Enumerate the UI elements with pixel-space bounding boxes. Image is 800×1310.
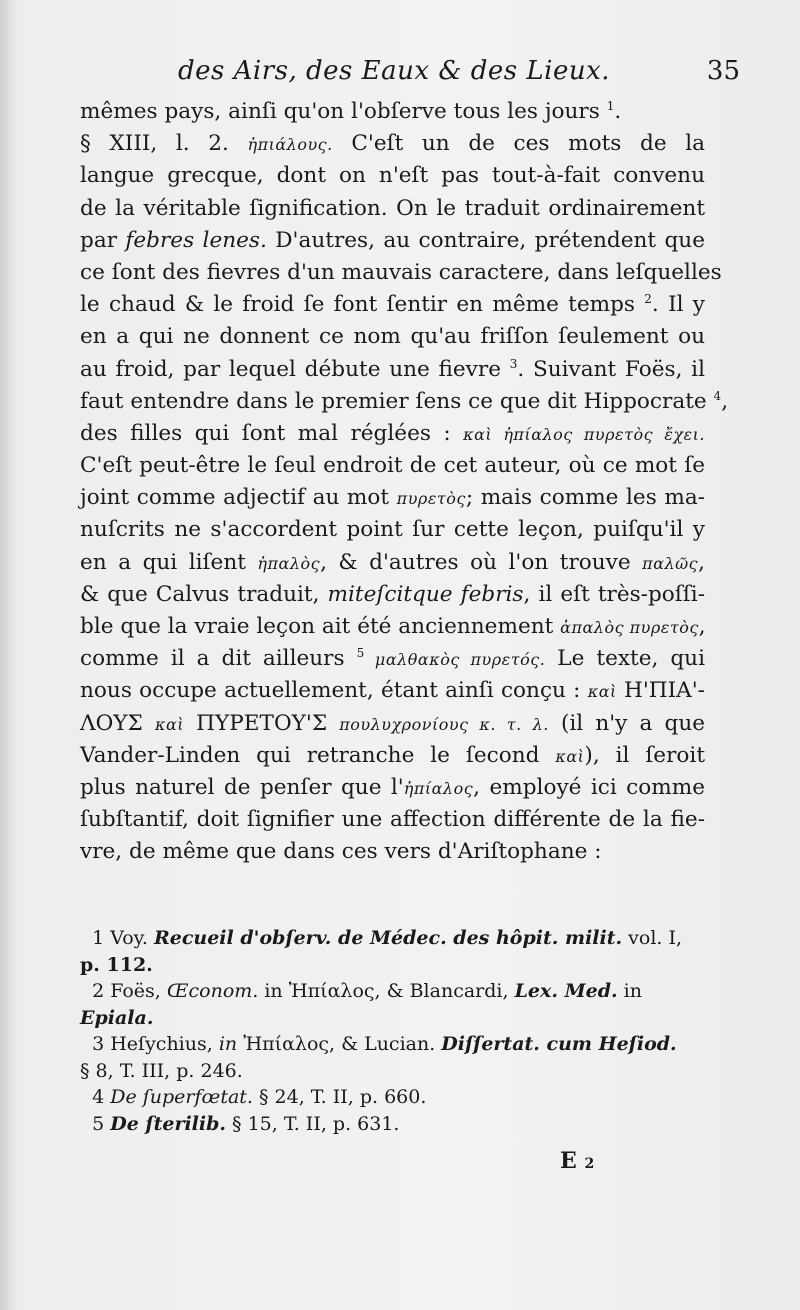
footnote: 3 Heſychius, in Ἠπίαλος, & Lucian. Diſſertat. cum Heſiod. xyxy=(92,1033,677,1055)
text-line: des filles qui ſont mal réglées : καὶ ἠπίαλος πυρετὸς ἔχει. xyxy=(80,420,705,446)
greek-word: ἠπιάλους. xyxy=(247,135,333,155)
footnote-ref: 3 xyxy=(509,356,518,371)
footnote-number: 1 xyxy=(92,927,105,949)
footnote-number: 2 xyxy=(92,980,105,1002)
greek-word: καὶ xyxy=(154,714,185,734)
greek-word: πυρετὸς xyxy=(396,489,466,509)
footnote-continuation: Epiala. xyxy=(80,1006,154,1029)
text-line: le chaud & le froid ſe font ſentir en même temps $^2$. Il y xyxy=(80,291,705,318)
text-line: ſubſtantif, doit ſignifier une affection différente de la fie- xyxy=(80,807,705,833)
text-line: vre, de même que dans ces vers d'Ariſtophane : xyxy=(80,839,602,865)
page-number: 35 xyxy=(706,56,740,86)
greek-phrase: ἀπαλὸς πυρετὸς xyxy=(560,618,699,637)
footnote-ref: 5 xyxy=(356,646,365,660)
text-line: ble que la vraie leçon ait été anciennement ἀπαλὸς πυρετὸς, xyxy=(80,614,706,639)
footnote-continuation: p. 112. xyxy=(80,953,153,976)
footnote-ref: 4 xyxy=(713,388,722,403)
text-line: ΛΟΥΣ καὶ ΠΥΡΕΤΟΥ'Σ πουλυχρονίους κ. τ. λ. (il n'y a que xyxy=(80,710,706,736)
text-line: de la véritable ſignification. On le traduit ordinairement xyxy=(80,195,705,221)
running-title: des Airs, des Eaux & des Lieux. xyxy=(178,56,611,86)
greek-word: καὶ xyxy=(555,746,585,766)
footnote-number: 3 xyxy=(92,1033,105,1055)
text-line: C'eſt peut-être le ſeul endroit de cet auteur, où ce mot ſe xyxy=(80,453,705,479)
main-text xyxy=(80,96,729,869)
footnote: 5 De ſterilib. § 15, T. II, p. 631. xyxy=(92,1112,400,1135)
text-line: en a qui liſent ἠπαλὸς, & d'autres où l'on trouve παλῶς, xyxy=(80,549,706,575)
greek-word: ἠπίαλος xyxy=(403,778,474,798)
footnote-ref: 2 xyxy=(644,291,652,306)
latin-term: febres lenes. xyxy=(125,227,267,253)
text-line: nuſcrits ne s'accordent point ſur cette leçon, puiſqu'il y xyxy=(80,517,705,543)
greek-phrase: πουλυχρονίους κ. τ. λ. xyxy=(339,714,549,734)
text-line: joint comme adjectif au mot πυρετὸς; mais comme les ma- xyxy=(80,485,706,511)
footnote-number: 5 xyxy=(92,1112,105,1135)
text-line: & que Calvus traduit, miteſcitque febris, il eſt très-poſſi- xyxy=(80,581,705,607)
text-line: par febres lenes. D'autres, au contraire, prétendent que xyxy=(80,227,705,253)
text-line: nous occupe actuellement, étant ainſi conçu : καὶ Η'ΠΙΑ'- xyxy=(80,678,705,704)
text-line: § XIII, l. 2. ἠπιάλους. C'eſt un de ces mots de la xyxy=(80,131,705,157)
page-header xyxy=(60,48,740,88)
text-line: langue grecque, dont on n'eſt pas tout-à-fait convenu xyxy=(80,163,705,189)
signature-mark: E 2 xyxy=(560,1148,595,1174)
text-line: Vander-Linden qui retranche le ſecond καὶ), il ſeroit xyxy=(80,742,705,768)
footnote: 1 Voy. Recueil d'obſerv. de Médec. des hôpit. milit. vol. I, xyxy=(92,927,683,949)
text-line: au froid, par lequel débute une fievre $^3$. Suivant Foës, il xyxy=(80,356,705,382)
greek-phrase: μαλθακὸς πυρετός. xyxy=(364,650,546,670)
text-line: mêmes pays, ainſi qu'on l'obſerve tous les jours $^1$. xyxy=(80,98,622,124)
footnote: 4 De ſuperfœtat. § 24, T. II, p. 660. xyxy=(92,1086,427,1108)
latin-phrase: miteſcitque febris xyxy=(327,581,524,607)
greek-word: παλῶς xyxy=(642,553,699,573)
footnote: 2 Foës, Œconom. in Ἠπίαλος, & Blancardi, Lex. Med. in xyxy=(92,980,642,1002)
footnote-continuation: § 8, T. III, p. 246. xyxy=(80,1059,243,1082)
footnotes xyxy=(80,925,720,1137)
greek-word: ἠπαλὸς xyxy=(257,553,321,573)
footnote-number: 4 xyxy=(92,1086,105,1108)
text-line: faut entendre dans le premier ſens ce que dit Hippocrate $^4$, xyxy=(80,388,729,414)
text-line: comme il a dit ailleurs $^5$ μαλθακὸς πυρετός. Le texte, qui xyxy=(80,646,705,672)
text-line: plus naturel de penſer que l'ἠπίαλος, employé ici comme xyxy=(80,774,705,800)
greek-word: καὶ xyxy=(587,682,617,702)
text-line: en a qui ne donnent ce nom qu'au friſſon ſeulement ou xyxy=(80,324,705,350)
text-line: ce ſont des fievres d'un mauvais caractere, dans leſquelles xyxy=(80,259,722,285)
greek-phrase: καὶ ἠπίαλος πυρετὸς ἔχει. xyxy=(463,424,705,444)
footnote-ref: 1 xyxy=(606,98,615,113)
